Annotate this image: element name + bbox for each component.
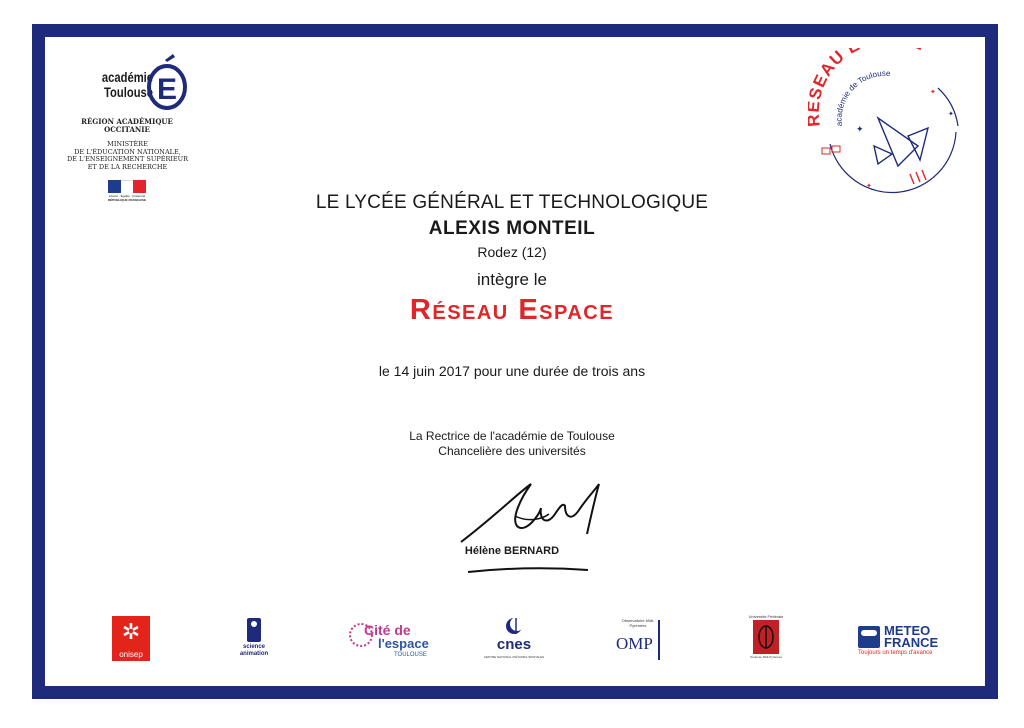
universite-logo <box>750 614 782 662</box>
chancellor-title: Chancelière des universités <box>438 444 586 458</box>
motto-text: Liberté · Égalité · Fraternité <box>108 194 146 198</box>
meteo-tagline: Toujours un temps d'avance <box>858 650 933 656</box>
badge-sub-text: académie de Toulouse <box>834 68 891 127</box>
science-animation-text: science animation <box>239 644 269 657</box>
svg-text:✦: ✦ <box>930 89 936 96</box>
school-name: ALEXIS MONTEIL <box>428 218 596 239</box>
meteo-france-logo <box>858 624 942 660</box>
meteo-line2: FRANCE <box>884 635 939 650</box>
svg-text:RÉSEAU ESPACE <box>808 48 928 128</box>
handwritten-signature <box>455 476 615 546</box>
svg-text:académie de Toulouse <box>835 69 892 127</box>
emblem-icon <box>756 624 776 650</box>
academie-word: académie <box>101 69 153 85</box>
cite-line3: TOULOUSE <box>394 652 427 658</box>
signature-underline <box>466 564 590 576</box>
cnes-logo <box>484 616 544 662</box>
cnes-text: cnes <box>496 636 532 653</box>
signer-name: Hélène BERNARD <box>464 545 560 557</box>
e-accent-icon <box>147 54 189 112</box>
rector-title: La Rectrice de l'académie de Toulouse <box>409 429 615 443</box>
badge-arc-text: EAU <box>809 48 849 91</box>
school-type: LE LYCÉE GÉNÉRAL ET TECHNOLOGIQUE <box>315 192 709 213</box>
academie-logo <box>95 54 195 114</box>
omp-logo <box>614 618 664 662</box>
republic-text: RÉPUBLIQUE FRANÇAISE <box>107 198 146 202</box>
cite-line1: Cité de <box>364 622 411 638</box>
onisep-logo: ✲ onisep <box>112 616 150 661</box>
cite-espace-logo <box>348 616 428 662</box>
omp-text: OMP <box>616 634 653 653</box>
joins-text: intègre le <box>477 270 547 289</box>
svg-text:✦: ✦ <box>948 111 954 118</box>
univ-text: Université Fédérale <box>748 614 784 619</box>
cnes-sub: CENTRE NATIONAL D'ÉTUDES SPATIALES <box>483 655 545 659</box>
svg-text:E: E <box>156 73 178 106</box>
svg-text:✦: ✦ <box>866 183 872 190</box>
onisep-text: onisep <box>119 650 143 659</box>
cite-line2: l'espace <box>378 636 429 651</box>
univ-sub: Toulouse Midi-Pyrénées <box>749 655 782 659</box>
badge-emblem <box>808 48 968 203</box>
meteo-line1: METEO <box>884 623 931 638</box>
science-animation-logo <box>241 618 271 662</box>
omp-sub: Observatoire Midi-Pyrénées <box>621 618 655 628</box>
network-name: Réseau Espace <box>409 294 615 326</box>
date-line: le 14 juin 2017 pour une durée de trois ans <box>378 363 646 379</box>
reseau-espace-badge <box>808 48 968 203</box>
crescent-icon <box>502 616 526 636</box>
svg-text:✦: ✦ <box>856 124 864 134</box>
toulouse-word: Toulouse <box>104 84 153 100</box>
school-city: Rodez (12) <box>477 244 547 260</box>
region-label: RÉGION ACADÉMIQUE OCCITANIE <box>81 117 173 134</box>
ministry-label: MINISTÈRE DE L'ÉDUCATION NATIONALE, DE L'ENSEIGNEMENT SUPÉRIEUR ET DE LA RECHERCHE <box>66 140 189 171</box>
